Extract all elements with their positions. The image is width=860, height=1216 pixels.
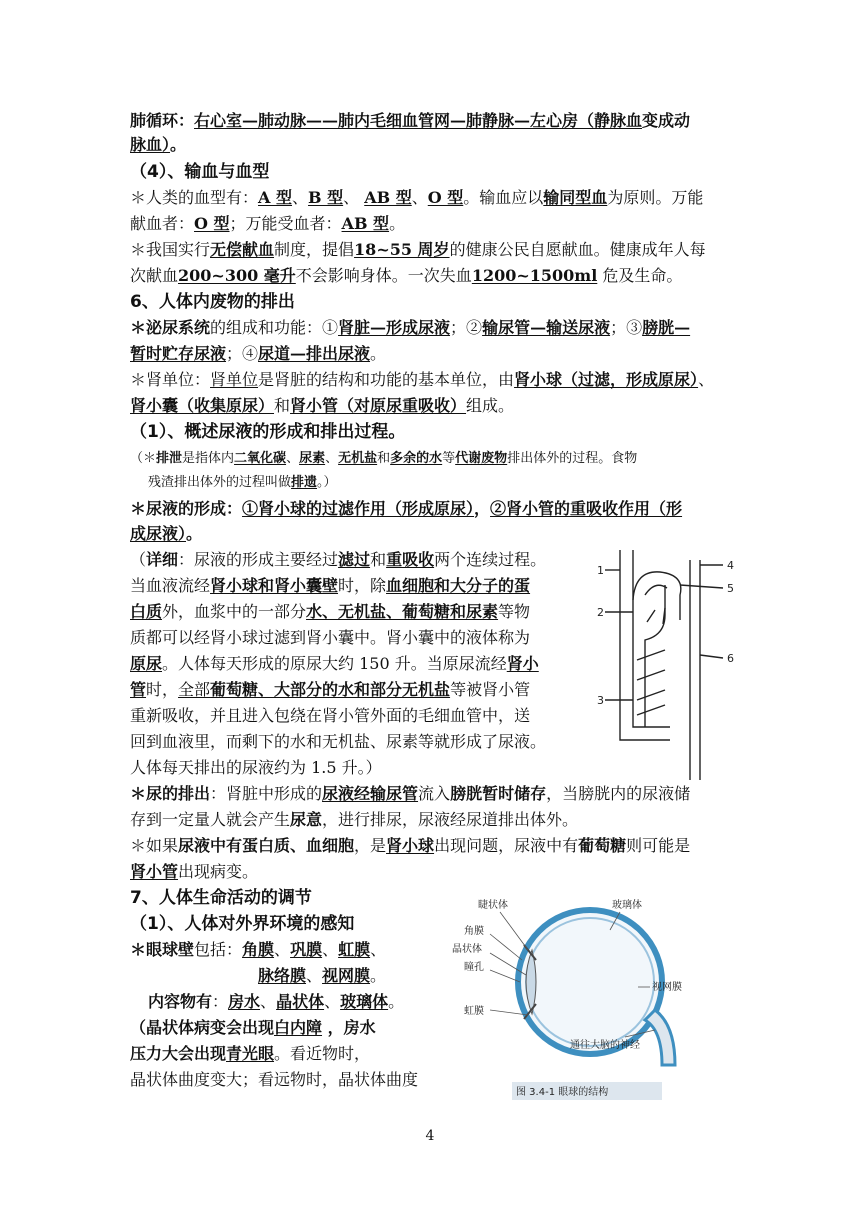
label-vitreous: 玻璃体 (612, 900, 642, 911)
text-line: 晶状体曲度变大；看远物时，晶状体曲度 (130, 1070, 419, 1089)
label-3: 3 (597, 694, 604, 707)
text-line: 献血者：O 型；万能受血者：AB 型。 (130, 214, 406, 233)
text-line: （晶状体病变会出现白内障 ，房水 (130, 1018, 376, 1037)
text-line: ＊泌尿系统的组成和功能：①肾脏—形成尿液；②输尿管—输送尿液；③膀胱— (130, 318, 691, 337)
text-line: ＊如果尿液中有蛋白质、血细胞，是肾小球出现问题，尿液中有葡萄糖则可能是 (130, 836, 691, 855)
section-heading: （4）、输血与血型 (130, 162, 270, 182)
text-line: （＊排泄是指体内二氧化碳、尿素、无机盐和多余的水等代谢废物排出体外的过程。食物 (130, 451, 638, 466)
label-cornea: 角膜 (464, 926, 484, 937)
text-line: 残渣排出体外的过程叫做排遗。） (148, 475, 337, 490)
text-line: ＊肾单位：肾单位是肾脏的结构和功能的基本单位，由肾小球（过滤，形成原尿）、 (130, 370, 715, 389)
text-line: 脉络膜、视网膜。 (258, 966, 387, 985)
text-line: ＊我国实行无偿献血制度，提倡18~55 周岁的健康公民自愿献血。健康成年人每 (130, 240, 706, 259)
text-line: ＊尿液的形成：①肾小球的过滤作用（形成原尿），②肾小管的重吸收作用（形 (130, 499, 683, 518)
section-heading: （1）、人体对外界环境的感知 (130, 914, 355, 934)
text-line: 当血液流经肾小球和肾小囊壁时，除血细胞和大分子的蛋 (130, 576, 531, 595)
text-line: 肾小管出现病变。 (130, 862, 259, 881)
text-line: 压力大会出现青光眼。看近物时， (130, 1044, 371, 1063)
section-heading: 6、人体内废物的排出 (130, 292, 295, 312)
label-nerve: 通往大脑的神经 (570, 1040, 640, 1051)
text-line: 暂时贮存尿液；④尿道—排出尿液。 (130, 344, 387, 363)
page-number: 4 (425, 1128, 435, 1144)
text-line: 脉血）。 (130, 135, 187, 154)
eye-diagram (450, 890, 690, 1105)
label-iris: 虹膜 (464, 1006, 484, 1017)
label-lens: 晶状体 (452, 944, 482, 955)
section-heading: 7、人体生命活动的调节 (130, 888, 312, 908)
text-line: ＊眼球壁包括：角膜、巩膜、虹膜、 (130, 940, 387, 959)
label-6: 6 (727, 652, 734, 665)
section-heading: （1）、概述尿液的形成和排出过程。 (130, 422, 406, 442)
figure-caption: 图 3.4-1 眼球的结构 (516, 1087, 609, 1098)
nephron-diagram (595, 540, 745, 790)
label-ciliary: 睫状体 (478, 900, 508, 911)
label-pupil: 瞳孔 (464, 962, 484, 973)
text-line: 白质外，血浆中的一部分水、无机盐、葡萄糖和尿素等物 (130, 602, 531, 621)
text-line: 肾小囊（收集原尿）和肾小管（对原尿重吸收）组成。 (130, 396, 515, 415)
text-line: （详细：尿液的形成主要经过滤过和重吸收两个连续过程。 (130, 550, 547, 569)
text-line: 次献血200~300 毫升不会影响身体。一次失血1200~1500ml 危及生命。 (130, 266, 683, 285)
text-line: 重新吸收，并且进入包绕在肾小管外面的毛细血管中，送 (130, 706, 531, 725)
text-line: ＊尿的排出：肾脏中形成的尿液经输尿管流入膀胱暂时储存，当膀胱内的尿液储 (130, 784, 691, 803)
label-1: 1 (597, 564, 604, 577)
text-line: 存到一定量人就会产生尿意，进行排尿，尿液经尿道排出体外。 (130, 810, 579, 829)
label-retina: 视网膜 (652, 982, 682, 993)
label-4: 4 (727, 559, 734, 572)
text-line: 成尿液）。 (130, 524, 203, 543)
text-line: ＊人类的血型有：A 型、B 型、 AB 型、O 型。输血应以输同型血为原则。万能 (130, 188, 704, 207)
label-5: 5 (727, 582, 734, 595)
text-line: 原尿。人体每天形成的原尿大约 150 升。当原尿流经肾小 (130, 654, 539, 673)
text-line: 管时，全部葡萄糖、大部分的水和部分无机盐等被肾小管 (130, 680, 531, 699)
text-line: 肺循环：右心室—肺动脉——肺内毛细血管网—肺静脉—左心房（静脉血变成动 (130, 111, 691, 130)
text-line: 人体每天排出的尿液约为 1.5 升。） (130, 758, 382, 777)
text-line: 回到血液里，而剩下的水和无机盐、尿素等就形成了尿液。 (130, 732, 547, 751)
label-2: 2 (597, 606, 604, 619)
text-line: 内容物有：房水、晶状体、玻璃体。 (148, 992, 405, 1011)
text-line: 质都可以经肾小球过滤到肾小囊中。肾小囊中的液体称为 (130, 628, 531, 647)
